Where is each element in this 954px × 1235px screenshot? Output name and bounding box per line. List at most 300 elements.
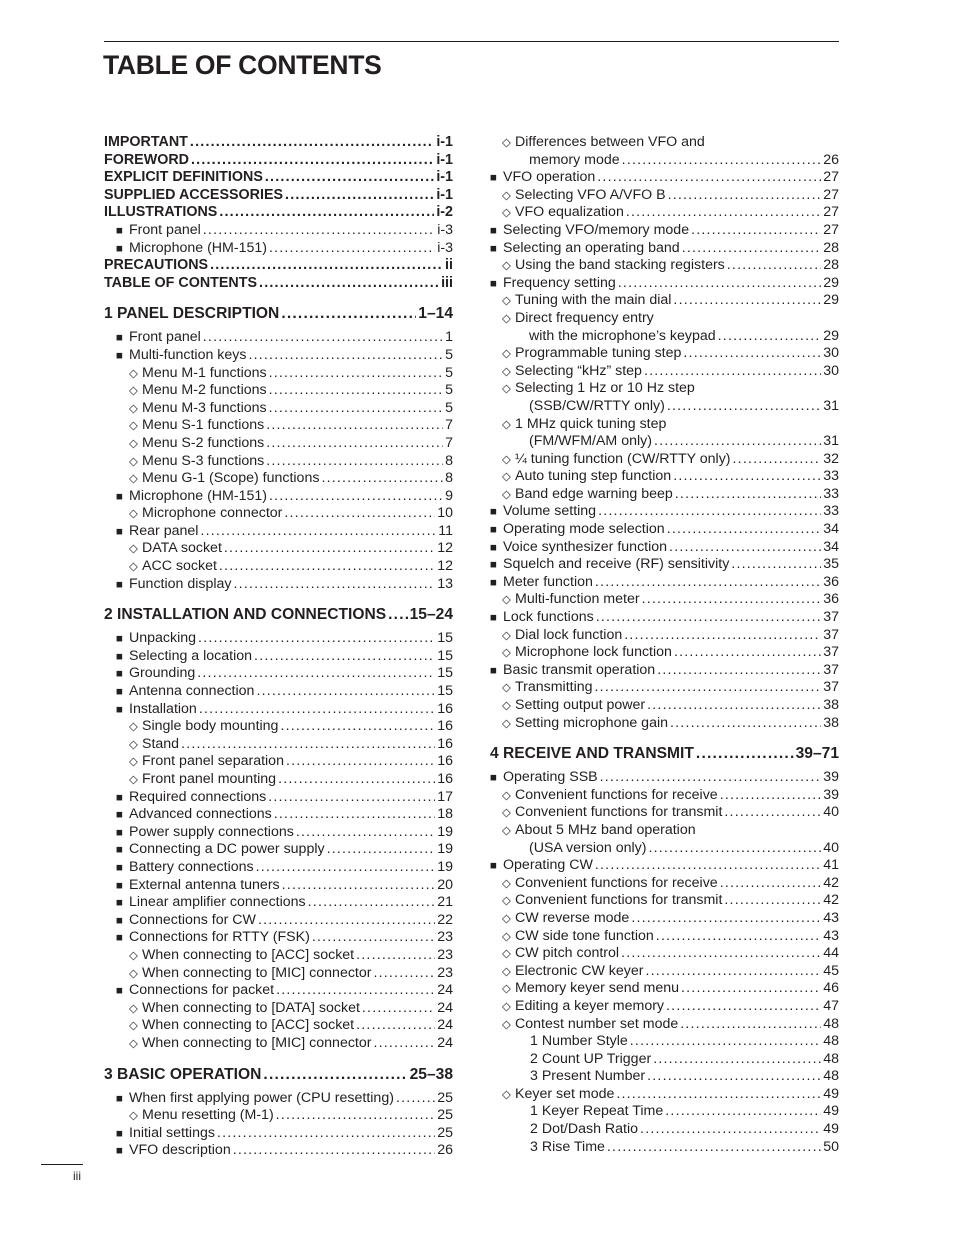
toc-entry-page: i-1 bbox=[436, 151, 453, 168]
toc-entry-title: ACC socket bbox=[142, 558, 217, 575]
toc-entry bbox=[490, 574, 839, 592]
toc-entry-page: 24 bbox=[437, 1034, 453, 1051]
toc-entry-title: CW side tone function bbox=[515, 927, 654, 944]
dot-leader bbox=[595, 857, 821, 875]
dot-leader bbox=[203, 222, 435, 240]
dot-leader bbox=[276, 982, 435, 1000]
dot-leader bbox=[266, 435, 443, 453]
toc-entry-title: Meter function bbox=[503, 573, 593, 590]
toc-entry-page: 49 bbox=[823, 1103, 839, 1120]
toc-entry bbox=[104, 877, 453, 895]
toc-entry bbox=[104, 789, 453, 807]
diamond-bullet-icon: ◇ bbox=[502, 682, 511, 695]
toc-entry-page: 5 bbox=[445, 399, 453, 416]
toc-entry-page: 26 bbox=[437, 1142, 453, 1159]
toc-entry-page: i-1 bbox=[436, 169, 453, 186]
toc-entry bbox=[104, 204, 453, 222]
toc-entry-title: Contest number set mode bbox=[515, 1015, 679, 1032]
toc-entry-page: 7 bbox=[445, 434, 453, 451]
toc-entry-page: 39 bbox=[823, 769, 839, 786]
toc-entry-page: 24 bbox=[437, 999, 453, 1016]
square-bullet-icon: ■ bbox=[116, 1092, 123, 1105]
dot-leader bbox=[657, 662, 821, 680]
dot-leader bbox=[718, 328, 822, 346]
square-bullet-icon: ■ bbox=[116, 349, 123, 362]
square-bullet-icon: ■ bbox=[116, 861, 123, 874]
toc-entry-page: 36 bbox=[823, 591, 839, 608]
toc-entry bbox=[104, 859, 453, 877]
toc-entry-page: 39 bbox=[823, 786, 839, 803]
square-bullet-icon: ■ bbox=[490, 772, 497, 785]
toc-entry-page: 48 bbox=[823, 1015, 839, 1032]
toc-entry-title: Operating CW bbox=[503, 857, 593, 874]
top-rule bbox=[104, 41, 839, 42]
dot-leader bbox=[681, 980, 821, 998]
toc-entry-page: 25–38 bbox=[409, 1065, 453, 1083]
toc-entry-title: with the microphone’s keypad bbox=[529, 327, 716, 344]
toc-entry-page: i-2 bbox=[436, 204, 453, 221]
toc-entry-title: Convenient functions for receive bbox=[515, 786, 718, 803]
toc-entry bbox=[104, 894, 453, 912]
dot-leader bbox=[388, 604, 407, 625]
diamond-bullet-icon: ◇ bbox=[502, 189, 511, 202]
diamond-bullet-icon: ◇ bbox=[502, 260, 511, 273]
toc-entry-title: TABLE OF CONTENTS bbox=[104, 274, 258, 291]
dot-leader bbox=[280, 718, 435, 736]
toc-column-right bbox=[490, 134, 839, 1156]
dot-leader bbox=[666, 998, 821, 1016]
toc-entry bbox=[104, 824, 453, 842]
square-bullet-icon: ■ bbox=[490, 860, 497, 873]
toc-entry-title: Electronic CW keyer bbox=[515, 962, 644, 979]
square-bullet-icon: ■ bbox=[490, 224, 497, 237]
toc-entry-page: ii bbox=[445, 257, 453, 274]
toc-entry bbox=[490, 1139, 839, 1157]
toc-entry-page: 26 bbox=[823, 151, 839, 168]
dot-leader bbox=[266, 453, 443, 471]
toc-entry-title: External antenna tuners bbox=[129, 876, 280, 893]
toc-entry-page: 16 bbox=[437, 771, 453, 787]
toc-entry bbox=[104, 630, 453, 648]
diamond-bullet-icon: ◇ bbox=[502, 965, 511, 978]
square-bullet-icon: ■ bbox=[490, 506, 497, 519]
toc-entry-title: FOREWORD bbox=[104, 151, 189, 168]
diamond-bullet-icon: ◇ bbox=[502, 629, 511, 642]
toc-entry bbox=[490, 945, 839, 963]
dot-leader bbox=[190, 134, 434, 152]
toc-section-heading bbox=[490, 743, 839, 764]
square-bullet-icon: ■ bbox=[490, 172, 497, 185]
toc-entry-title: Menu S-3 functions bbox=[142, 452, 265, 469]
toc-entry-page: 23 bbox=[437, 929, 453, 946]
toc-entry bbox=[104, 736, 453, 754]
toc-entry-page: 8 bbox=[445, 452, 453, 469]
toc-entry bbox=[490, 187, 839, 205]
toc-entry-title: EXPLICIT DEFINITIONS bbox=[104, 169, 263, 186]
toc-entry-page: 12 bbox=[437, 558, 453, 575]
dot-leader bbox=[642, 591, 822, 609]
diamond-bullet-icon: ◇ bbox=[502, 418, 511, 431]
square-bullet-icon: ■ bbox=[116, 525, 123, 538]
toc-entry-page: 30 bbox=[823, 345, 839, 362]
toc-entry-title: Operating mode selection bbox=[503, 521, 665, 538]
toc-entry-title: Menu M-1 functions bbox=[142, 364, 267, 381]
toc-entry bbox=[490, 1016, 839, 1034]
toc-entry-page: 15 bbox=[437, 665, 453, 682]
toc-entry-page: 11 bbox=[438, 522, 453, 539]
toc-entry-title: Selecting “kHz” step bbox=[515, 362, 642, 379]
toc-entry-title: Volume setting bbox=[503, 503, 597, 520]
toc-entry bbox=[490, 1033, 839, 1051]
diamond-bullet-icon: ◇ bbox=[502, 594, 511, 607]
toc-entry-title: Setting output power bbox=[515, 697, 646, 713]
toc-entry bbox=[490, 521, 839, 539]
toc-entry-title: SUPPLIED ACCESSORIES bbox=[104, 186, 284, 203]
toc-entry-title: 2 INSTALLATION AND CONNECTIONS bbox=[104, 606, 387, 624]
toc-entry-page: 42 bbox=[823, 892, 839, 909]
toc-entry-title: 4 RECEIVE AND TRANSMIT bbox=[490, 745, 694, 763]
toc-entry bbox=[490, 310, 839, 328]
toc-entry-page: 9 bbox=[445, 487, 453, 504]
toc-entry bbox=[490, 697, 839, 715]
toc-entry-title: DATA socket bbox=[142, 540, 222, 557]
dot-leader bbox=[219, 558, 435, 576]
toc-entry-title: Connecting a DC power supply bbox=[129, 841, 325, 858]
toc-entry bbox=[104, 329, 453, 347]
dot-leader bbox=[640, 1121, 821, 1139]
toc-entry bbox=[104, 365, 453, 383]
toc-entry-page: 23 bbox=[437, 964, 453, 981]
diamond-bullet-icon: ◇ bbox=[129, 774, 138, 786]
toc-entry bbox=[104, 540, 453, 558]
diamond-bullet-icon: ◇ bbox=[129, 543, 138, 556]
toc-entry bbox=[490, 328, 839, 346]
toc-entry-title: Stand bbox=[142, 735, 180, 752]
dot-leader bbox=[356, 947, 435, 965]
dot-leader bbox=[269, 382, 444, 400]
toc-entry-page: i-3 bbox=[437, 221, 453, 238]
toc-entry-page: 38 bbox=[823, 714, 839, 731]
toc-entry-page: 36 bbox=[823, 573, 839, 590]
toc-entry bbox=[490, 292, 839, 310]
dot-leader bbox=[258, 912, 435, 930]
toc-entry-page: 15 bbox=[437, 647, 453, 664]
toc-entry bbox=[104, 134, 453, 152]
dot-leader bbox=[626, 204, 821, 222]
diamond-bullet-icon: ◇ bbox=[502, 930, 511, 943]
toc-entry bbox=[104, 169, 453, 187]
dot-leader bbox=[647, 1068, 821, 1086]
dot-leader bbox=[282, 877, 436, 895]
toc-entry-page: 39–71 bbox=[795, 745, 839, 763]
toc-entry-page: 18 bbox=[437, 806, 453, 823]
toc-entry-page: 48 bbox=[823, 1050, 839, 1067]
toc-entry bbox=[104, 453, 453, 471]
dot-leader bbox=[696, 743, 794, 764]
toc-entry-title: Using the band stacking registers bbox=[515, 257, 725, 274]
toc-entry bbox=[490, 627, 839, 645]
toc-entry bbox=[104, 257, 453, 275]
dot-leader bbox=[731, 556, 821, 574]
dot-leader bbox=[362, 1000, 435, 1018]
toc-entry-page: 15 bbox=[437, 630, 453, 647]
toc-entry bbox=[490, 963, 839, 981]
toc-entry-title: 2 Count UP Trigger bbox=[530, 1050, 652, 1067]
dot-leader bbox=[596, 609, 822, 627]
diamond-bullet-icon: ◇ bbox=[129, 738, 138, 751]
toc-entry bbox=[104, 1000, 453, 1018]
diamond-bullet-icon: ◇ bbox=[502, 207, 511, 220]
diamond-bullet-icon: ◇ bbox=[502, 1088, 511, 1101]
dot-leader bbox=[269, 400, 444, 418]
toc-entry-title: Multi-function keys bbox=[129, 346, 247, 363]
toc-entry-title: Keyer set mode bbox=[515, 1085, 615, 1102]
toc-entry-title: Front panel separation bbox=[142, 753, 284, 770]
toc-entry-page: 46 bbox=[823, 980, 839, 997]
toc-entry-title: Band edge warning beep bbox=[515, 485, 673, 502]
square-bullet-icon: ■ bbox=[116, 1145, 123, 1158]
toc-entry bbox=[104, 275, 453, 293]
dot-leader bbox=[256, 683, 435, 701]
dot-leader bbox=[254, 648, 435, 666]
diamond-bullet-icon: ◇ bbox=[502, 824, 511, 837]
toc-entry bbox=[104, 718, 453, 736]
toc-entry-page: 25 bbox=[437, 1089, 453, 1106]
toc-entry bbox=[104, 1142, 453, 1160]
toc-entry-title: When connecting to [ACC] socket bbox=[142, 946, 355, 963]
toc-entry bbox=[490, 275, 839, 293]
dot-leader bbox=[233, 1142, 436, 1160]
dot-leader bbox=[356, 1017, 435, 1035]
diamond-bullet-icon: ◇ bbox=[502, 295, 511, 308]
dot-leader bbox=[217, 1125, 435, 1143]
square-bullet-icon: ■ bbox=[116, 985, 123, 998]
toc-entry-title: Auto tuning step function bbox=[515, 468, 672, 485]
dot-leader bbox=[327, 841, 436, 859]
toc-entry bbox=[490, 769, 839, 787]
toc-entry bbox=[490, 840, 839, 858]
dot-leader bbox=[269, 365, 444, 383]
toc-entry-page: 10 bbox=[437, 505, 453, 522]
toc-entry bbox=[104, 1035, 453, 1053]
toc-entry-title: Selecting an operating band bbox=[503, 239, 680, 256]
toc-entry-page: i-1 bbox=[436, 134, 453, 150]
toc-entry-title: IMPORTANT bbox=[104, 134, 188, 150]
diamond-bullet-icon: ◇ bbox=[502, 365, 511, 378]
dot-leader bbox=[312, 929, 435, 947]
toc-entry-title: Connections for CW bbox=[129, 911, 256, 928]
toc-entry-title: Grounding bbox=[129, 665, 196, 682]
toc-entry-title: Differences between VFO and bbox=[515, 134, 705, 150]
toc-entry bbox=[490, 980, 839, 998]
toc-entry-page: 43 bbox=[823, 909, 839, 926]
toc-entry bbox=[490, 152, 839, 170]
toc-entry-title: Battery connections bbox=[129, 858, 254, 875]
toc-entry-page: i-3 bbox=[437, 239, 453, 256]
toc-entry-page: 13 bbox=[437, 575, 453, 592]
toc-entry bbox=[104, 152, 453, 170]
toc-entry-page: 43 bbox=[823, 927, 839, 944]
toc-entry bbox=[104, 187, 453, 205]
toc-entry-title: Lock functions bbox=[503, 609, 594, 626]
toc-entry-title: VFO operation bbox=[503, 169, 596, 186]
toc-entry bbox=[490, 804, 839, 822]
diamond-bullet-icon: ◇ bbox=[502, 912, 511, 925]
toc-entry-title: 1 PANEL DESCRIPTION bbox=[104, 305, 280, 323]
toc-entry bbox=[490, 644, 839, 662]
toc-entry-title: Operating SSB bbox=[503, 769, 598, 786]
toc-entry-title: Direct frequency entry bbox=[515, 309, 654, 326]
toc-entry bbox=[490, 715, 839, 733]
toc-entry-title: When connecting to [MIC] connector bbox=[142, 964, 372, 981]
dot-leader bbox=[263, 1064, 407, 1085]
diamond-bullet-icon: ◇ bbox=[502, 1018, 511, 1031]
square-bullet-icon: ■ bbox=[116, 668, 123, 681]
square-bullet-icon: ■ bbox=[490, 541, 497, 554]
toc-entry-title: Antenna connection bbox=[129, 683, 255, 700]
dot-leader bbox=[667, 521, 822, 539]
toc-entry-title: Initial settings bbox=[129, 1124, 215, 1141]
toc-entry-page: 37 bbox=[823, 644, 839, 661]
diamond-bullet-icon: ◇ bbox=[129, 1037, 138, 1050]
diamond-bullet-icon: ◇ bbox=[129, 508, 138, 521]
toc-column-left bbox=[104, 134, 453, 1160]
toc-entry bbox=[490, 662, 839, 680]
dot-leader bbox=[691, 222, 821, 240]
toc-entry-page: 15–24 bbox=[409, 606, 453, 624]
dot-leader bbox=[654, 433, 821, 451]
toc-entry-title: Tuning with the main dial bbox=[515, 292, 672, 309]
diamond-bullet-icon: ◇ bbox=[129, 455, 138, 468]
dot-leader bbox=[259, 275, 439, 293]
toc-entry bbox=[104, 982, 453, 1000]
dot-leader bbox=[266, 417, 443, 435]
dot-leader bbox=[724, 804, 821, 822]
diamond-bullet-icon: ◇ bbox=[129, 1002, 138, 1015]
square-bullet-icon: ■ bbox=[490, 242, 497, 255]
toc-entry-page: 19 bbox=[437, 841, 453, 858]
toc-entry bbox=[104, 382, 453, 400]
toc-entry-page: 16 bbox=[437, 753, 453, 770]
toc-entry-title: Convenient functions for receive bbox=[515, 874, 718, 891]
toc-entry bbox=[490, 204, 839, 222]
toc-entry-page: 28 bbox=[823, 257, 839, 274]
toc-entry-title: Selecting 1 Hz or 10 Hz step bbox=[515, 380, 695, 397]
toc-entry-title: Connections for packet bbox=[129, 982, 275, 999]
dot-leader bbox=[197, 665, 435, 683]
square-bullet-icon: ■ bbox=[116, 242, 123, 255]
dot-leader bbox=[622, 152, 822, 170]
toc-entry-title: Advanced connections bbox=[129, 806, 272, 823]
toc-entry bbox=[490, 822, 839, 840]
dot-leader bbox=[285, 187, 434, 205]
toc-entry bbox=[490, 257, 839, 275]
dot-leader bbox=[224, 540, 435, 558]
dot-leader bbox=[683, 345, 821, 363]
toc-entry-page: 48 bbox=[823, 1068, 839, 1085]
toc-entry bbox=[490, 928, 839, 946]
toc-entry-title: VFO equalization bbox=[515, 204, 624, 221]
toc-entry-page: 44 bbox=[823, 945, 839, 962]
toc-entry-title: When connecting to [MIC] connector bbox=[142, 1034, 372, 1051]
toc-entry-title: Convenient functions for transmit bbox=[515, 892, 723, 909]
diamond-bullet-icon: ◇ bbox=[502, 1000, 511, 1013]
dot-leader bbox=[595, 574, 821, 592]
dot-leader bbox=[598, 503, 821, 521]
toc-entry-title: Installation bbox=[129, 700, 197, 717]
toc-entry bbox=[104, 806, 453, 824]
dot-leader bbox=[284, 505, 435, 523]
toc-entry-title: Required connections bbox=[129, 788, 267, 805]
toc-entry bbox=[104, 947, 453, 965]
toc-entry-page: 37 bbox=[823, 609, 839, 626]
toc-entry-page: 42 bbox=[823, 874, 839, 891]
toc-entry bbox=[490, 892, 839, 910]
toc-entry-title: 3 BASIC OPERATION bbox=[104, 1065, 262, 1083]
dot-leader bbox=[396, 1090, 435, 1108]
toc-entry bbox=[490, 169, 839, 187]
toc-entry-page: 30 bbox=[823, 362, 839, 379]
toc-entry-title: Convenient functions for transmit bbox=[515, 804, 723, 821]
toc-entry-title: Front panel bbox=[129, 221, 201, 238]
toc-entry bbox=[104, 929, 453, 947]
square-bullet-icon: ■ bbox=[116, 633, 123, 646]
toc-entry-title: Front panel mounting bbox=[142, 771, 277, 787]
dot-leader bbox=[727, 257, 821, 275]
toc-entry bbox=[104, 347, 453, 365]
dot-leader bbox=[198, 630, 435, 648]
toc-entry-title: Menu S-1 functions bbox=[142, 417, 265, 434]
toc-entry bbox=[490, 910, 839, 928]
dot-leader bbox=[669, 539, 821, 557]
square-bullet-icon: ■ bbox=[116, 844, 123, 857]
square-bullet-icon: ■ bbox=[116, 791, 123, 804]
dot-leader bbox=[373, 1035, 435, 1053]
toc-entry bbox=[104, 417, 453, 435]
dot-leader bbox=[181, 736, 435, 754]
toc-entry-title: Memory keyer send menu bbox=[515, 980, 680, 997]
toc-entry-page: 5 bbox=[445, 346, 453, 363]
toc-entry-page: 33 bbox=[823, 503, 839, 520]
toc-entry-page: 37 bbox=[823, 679, 839, 696]
toc-entry-page: 16 bbox=[437, 700, 453, 717]
toc-entry-page: 32 bbox=[823, 450, 839, 467]
diamond-bullet-icon: ◇ bbox=[129, 967, 138, 980]
dot-leader bbox=[248, 347, 443, 365]
diamond-bullet-icon: ◇ bbox=[502, 488, 511, 501]
toc-entry bbox=[490, 222, 839, 240]
toc-entry bbox=[104, 222, 453, 240]
dot-leader bbox=[595, 679, 822, 697]
dot-leader bbox=[644, 363, 821, 381]
toc-entry-title: Front panel bbox=[129, 329, 201, 346]
toc-section-heading bbox=[104, 604, 453, 625]
toc-entry bbox=[490, 591, 839, 609]
toc-entry-page: 5 bbox=[445, 364, 453, 381]
square-bullet-icon: ■ bbox=[490, 612, 497, 625]
dot-leader bbox=[286, 753, 435, 771]
toc-entry-title: Voice synthesizer function bbox=[503, 538, 668, 555]
toc-entry-title: Microphone connector bbox=[142, 505, 283, 522]
dot-leader bbox=[219, 204, 434, 222]
toc-entry-page: 40 bbox=[823, 839, 839, 856]
toc-entry-page: 5 bbox=[445, 382, 453, 399]
square-bullet-icon: ■ bbox=[116, 703, 123, 716]
toc-entry-page: 49 bbox=[823, 1085, 839, 1102]
diamond-bullet-icon: ◇ bbox=[129, 420, 138, 433]
toc-entry-page: 23 bbox=[437, 946, 453, 963]
toc-entry-page: 47 bbox=[823, 997, 839, 1014]
